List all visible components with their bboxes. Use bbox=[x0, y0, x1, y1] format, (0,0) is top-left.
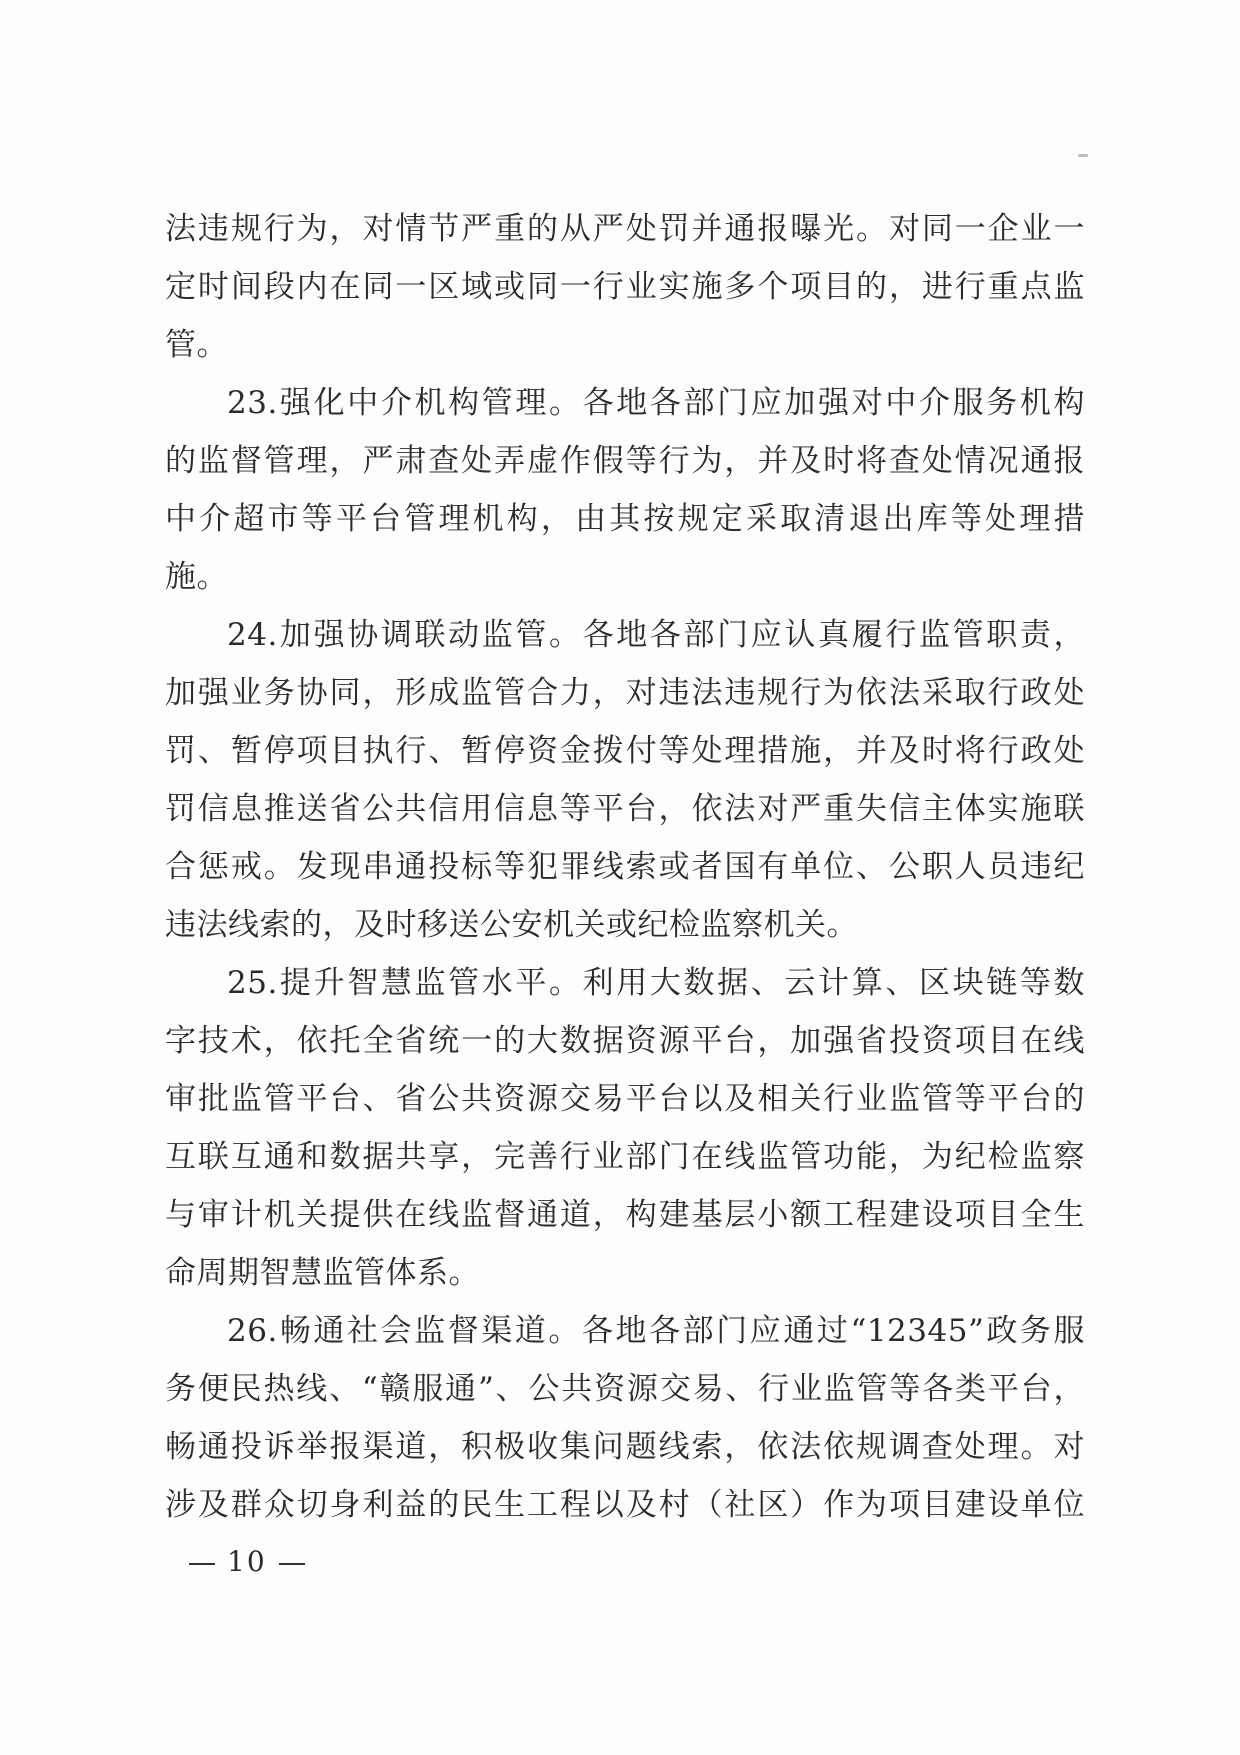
dash-right bbox=[279, 1563, 305, 1565]
text-line: 字技术，依托全省统一的大数据资源平台，加强省投资项目在线 bbox=[165, 1023, 1085, 1059]
text-line: 合惩戒。发现串通投标等犯罪线索或者国有单位、公职人员违纪 bbox=[165, 849, 1085, 885]
text-line: 涉及群众切身利益的民生工程以及村（社区）作为项目建设单位 bbox=[165, 1487, 1085, 1523]
text-line: 违法线索的，及时移送公安机关或纪检监察机关。 bbox=[165, 907, 858, 943]
page-number-value: 10 bbox=[227, 1545, 267, 1578]
paragraph-26-heading-line: 26.畅通社会监督渠道。各地各部门应通过“12345”政务服 bbox=[227, 1313, 1085, 1349]
text-line: 畅通投诉举报渠道，积极收集问题线索，依法依规调查处理。对 bbox=[165, 1429, 1085, 1465]
text-line: 加强业务协同，形成监管合力，对违法违规行为依法采取行政处 bbox=[165, 675, 1085, 711]
text-line: 的监督管理，严肃查处弄虚作假等行为，并及时将查处情况通报 bbox=[165, 443, 1085, 479]
text-line: 罚、暂停项目执行、暂停资金拨付等处理措施，并及时将行政处 bbox=[165, 733, 1085, 769]
paragraph-24-heading-line: 24.加强协调联动监管。各地各部门应认真履行监管职责， bbox=[227, 617, 1085, 653]
dash-left bbox=[189, 1563, 215, 1565]
page-number bbox=[177, 1545, 317, 1578]
text-line: 互联互通和数据共享，完善行业部门在线监管功能，为纪检监察 bbox=[165, 1139, 1085, 1175]
text-line: 定时间段内在同一区域或同一行业实施多个项目的，进行重点监 bbox=[165, 269, 1085, 305]
text-line: 罚信息推送省公共信用信息等平台，依法对严重失信主体实施联 bbox=[165, 791, 1085, 827]
text-line: 法违规行为，对情节严重的从严处罚并通报曝光。对同一企业一 bbox=[165, 211, 1085, 247]
text-line: 审批监管平台、省公共资源交易平台以及相关行业监管等平台的 bbox=[165, 1081, 1085, 1117]
scan-speck bbox=[1078, 154, 1088, 157]
text-line: 管。 bbox=[165, 327, 228, 363]
paragraph-25-heading-line: 25.提升智慧监管水平。利用大数据、云计算、区块链等数 bbox=[227, 965, 1085, 1001]
text-line: 中介超市等平台管理机构，由其按规定采取清退出库等处理措 bbox=[165, 501, 1085, 537]
text-line: 务便民热线、“赣服通”、公共资源交易、行业监管等各类平台， bbox=[165, 1371, 1085, 1407]
text-line: 命周期智慧监管体系。 bbox=[165, 1255, 480, 1291]
paragraph-23-heading-line: 23.强化中介机构管理。各地各部门应加强对中介服务机构 bbox=[227, 385, 1085, 421]
body-text bbox=[165, 200, 1085, 1534]
text-line: 与审计机关提供在线监督通道，构建基层小额工程建设项目全生 bbox=[165, 1197, 1085, 1233]
text-line: 施。 bbox=[165, 559, 228, 595]
